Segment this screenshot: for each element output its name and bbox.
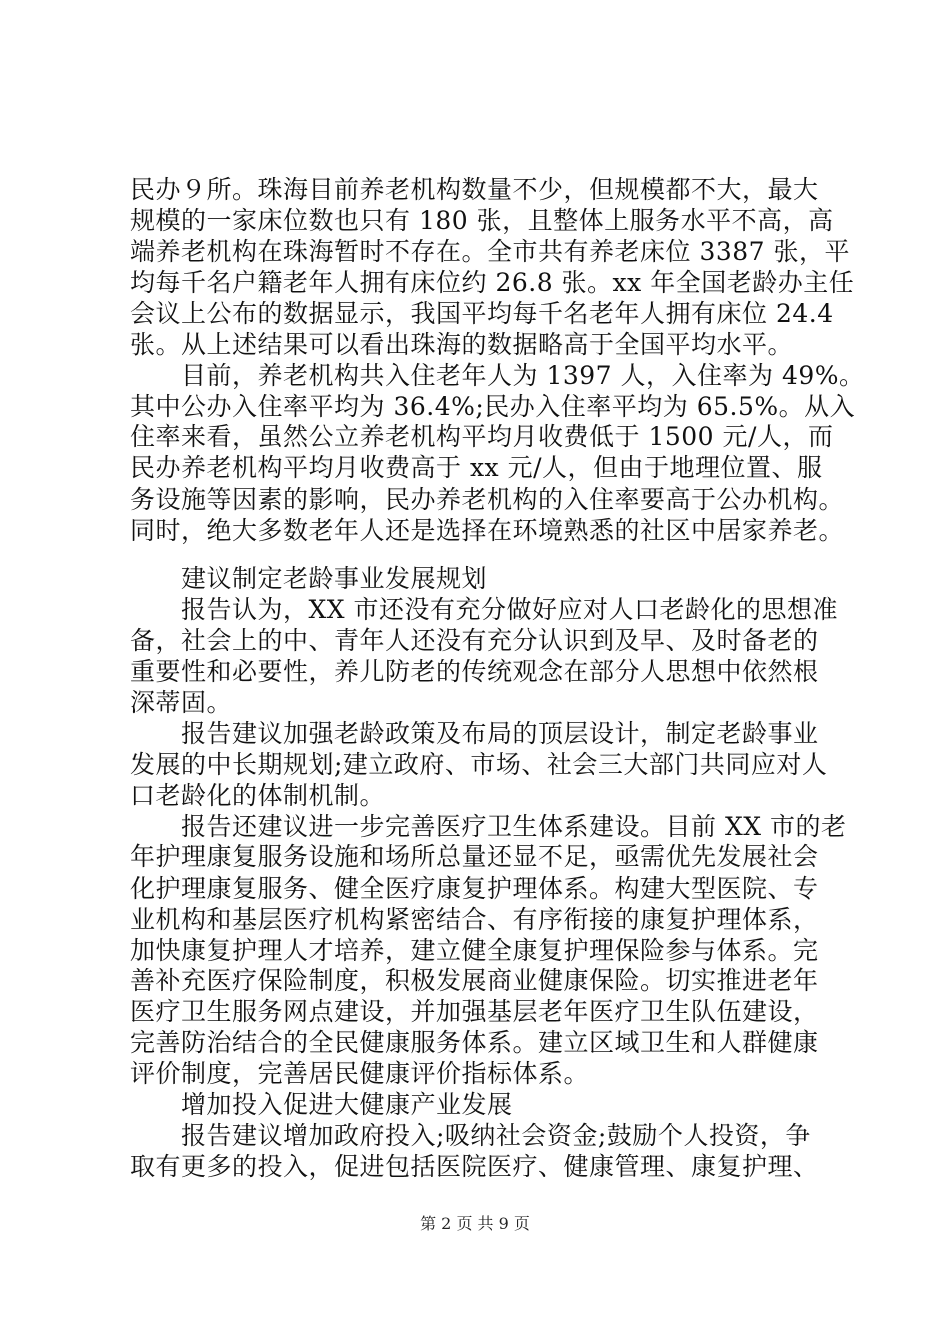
text-line: 发展的中长期规划;建立政府、市场、社会三大部门共同应对人 xyxy=(130,750,828,779)
text-line: 深蒂固。 xyxy=(130,688,233,717)
text-line: 目前，养老机构共入住老年人为 1397 人，入住率为 49%。 xyxy=(130,361,865,390)
text-line: 规模的一家床位数也只有 180 张，且整体上服务水平不高，高 xyxy=(130,206,834,235)
text-line: 均每千名户籍老年人拥有床位约 26.8 张。xx 年全国老龄办主任 xyxy=(130,268,855,297)
text-line: 医疗卫生服务网点建设，并加强基层老年医疗卫生队伍建设， xyxy=(130,997,819,1026)
text-line: 报告建议增加政府投入;吸纳社会资金;鼓励个人投资，争 xyxy=(130,1121,811,1150)
text-line: 务设施等因素的影响，民办养老机构的入住率要高于公办机构。 xyxy=(130,485,845,514)
text-line: 重要性和必要性，养儿防老的传统观念在部分人思想中依然根 xyxy=(130,657,819,686)
text-line: 民办养老机构平均月收费高于 xx 元/人，但由于地理位置、服 xyxy=(130,453,823,482)
text-line: 化护理康复服务、健全医疗康复护理体系。构建大型医院、专 xyxy=(130,874,819,903)
text-line: 报告还建议进一步完善医疗卫生体系建设。目前 XX 市的老 xyxy=(130,812,847,841)
text-line: 完善防治结合的全民健康服务体系。建立区域卫生和人群健康 xyxy=(130,1028,819,1057)
text-line: 报告建议加强老龄政策及布局的顶层设计，制定老龄事业 xyxy=(130,719,819,748)
text-line: 其中公办入住率平均为 36.4%;民办入住率平均为 65.5%。从入 xyxy=(130,392,856,421)
text-line: 加快康复护理人才培养，建立健全康复护理保险参与体系。完 xyxy=(130,936,819,965)
text-line: 评价制度，完善居民健康评价指标体系。 xyxy=(130,1059,590,1088)
page-footer: 第 2 页 共 9 页 xyxy=(420,1214,530,1233)
section-heading: 建议制定老龄事业发展规划 xyxy=(130,564,488,593)
text-line: 年护理康复服务设施和场所总量还显不足，亟需优先发展社会 xyxy=(130,842,819,871)
text-line: 会议上公布的数据显示，我国平均每千名老年人拥有床位 24.4 xyxy=(130,299,834,328)
text-line: 民办９所。珠海目前养老机构数量不少，但规模都不大，最大 xyxy=(130,175,819,204)
text-line: 善补充医疗保险制度，积极发展商业健康保险。切实推进老年 xyxy=(130,966,819,995)
section-heading: 增加投入促进大健康产业发展 xyxy=(130,1090,513,1119)
text-line: 口老龄化的体制机制。 xyxy=(130,781,386,810)
text-line: 住率来看，虽然公立养老机构平均月收费低于 1500 元/人，而 xyxy=(130,422,834,451)
text-line: 张。从上述结果可以看出珠海的数据略高于全国平均水平。 xyxy=(130,330,794,359)
text-line: 业机构和基层医疗机构紧密结合、有序衔接的康复护理体系， xyxy=(130,905,819,934)
text-line: 报告认为，XX 市还没有充分做好应对人口老龄化的思想准 xyxy=(130,595,839,624)
text-line: 取有更多的投入，促进包括医院医疗、健康管理、康复护理、 xyxy=(130,1152,819,1181)
text-line: 同时，绝大多数老年人还是选择在环境熟悉的社区中居家养老。 xyxy=(130,516,845,545)
text-line: 端养老机构在珠海暂时不存在。全市共有养老床位 3387 张，平 xyxy=(130,237,851,266)
text-line: 备，社会上的中、青年人还没有充分认识到及早、及时备老的 xyxy=(130,626,819,655)
